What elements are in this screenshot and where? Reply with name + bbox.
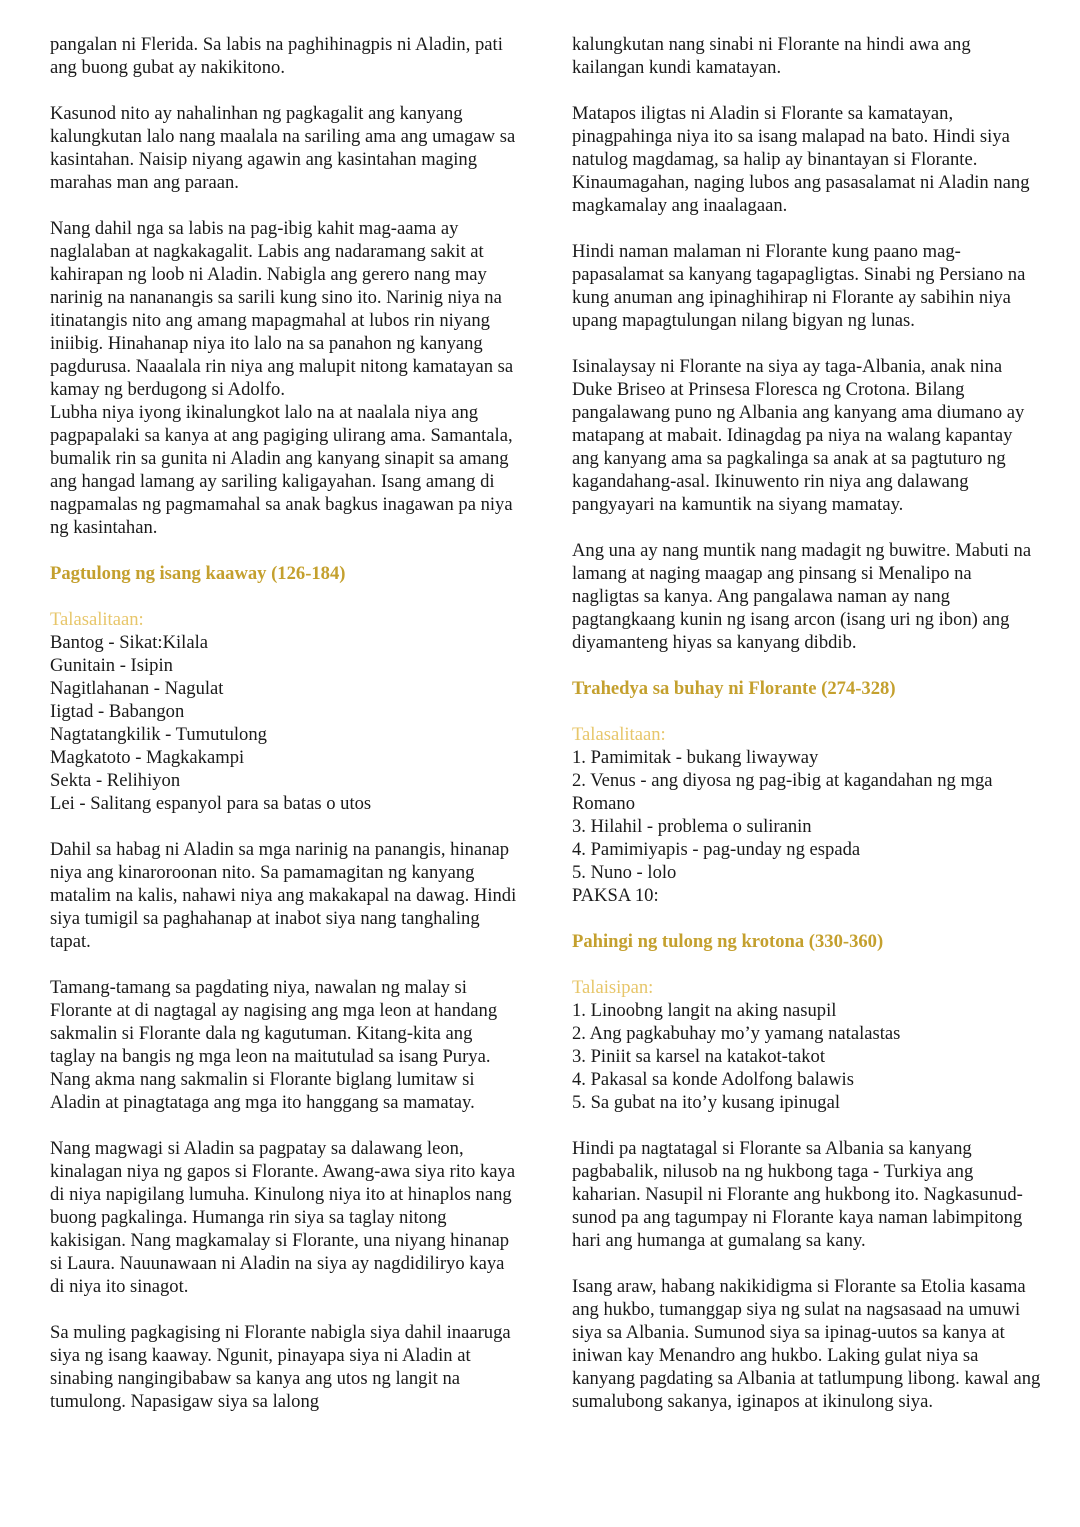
vocabulary-item: Bantog - Sikat:Kilala bbox=[50, 632, 209, 653]
paragraph: pangalan ni Flerida. Sa labis na paghihinagpis ni Aladin, pati ang buong gubat ay nakikitono. bbox=[50, 34, 503, 78]
paragraph: Hindi pa nagtatagal si Florante sa Albania sa kanyang pagbabalik, nilusob na ng hukbong taga - Turkiya ang kaharian. Nasupil ni Florante ang hukbong ito. Nagkasunud-sunod pa ang tagumpay ni Florante kaya naman labimpitong hari ang humanga at gumalang sa kany. bbox=[572, 1138, 1023, 1251]
vocabulary-item: 5. Sa gubat na ito’y kusang ipinugal bbox=[572, 1092, 841, 1113]
vocabulary-item: Lei - Salitang espanyol para sa batas o utos bbox=[50, 793, 372, 814]
paragraph: Dahil sa habag ni Aladin sa mga narinig na panangis, hinanap niya ang kinaroroonan nito. Sa pamamagitan ng kanyang matalim na kalis, nahawi niya ang makakapal na dawag. Hindi siya tumigil sa paghahanap at inabot siya nang tanghaling tapat. bbox=[50, 839, 517, 952]
vocabulary-list bbox=[572, 746, 1042, 907]
vocabulary-item: 1. Pamimitak - bukang liwayway bbox=[572, 747, 819, 768]
paragraph: kalungkutan nang sinabi ni Florante na hindi awa ang kailangan kundi kamatayan. bbox=[572, 34, 971, 78]
paragraph: Isinalaysay ni Florante na siya ay taga-Albania, anak nina Duke Briseo at Prinsesa Floresca ng Crotona. Bilang pangalawang puno ng Albania ang kanyang ama diumano ay matapang at mabait. Idinagdag pa niya na walang kapantay ang kanyang ama sa pagkalinga sa anak at sa pagtuturo ng kagandahang-asal. Ikinuwento rin niya ang dalawang pangyayari na kamuntik na siyang mamatay. bbox=[572, 356, 1025, 515]
vocabulary-list bbox=[572, 999, 1042, 1114]
vocabulary-list bbox=[50, 631, 520, 815]
paragraph: Nang magwagi si Aladin sa pagpatay sa dalawang leon, kinalagan niya ng gapos si Florante. Awang-awa siya rito kaya di niya napigilang lumuha. Kinulong niya ito at hinaplos nang buong pagkalinga. Humanga rin siya sa taglay nitong kakisigan. Nang magkamalay si Florante, una niyang hinanap si Laura. Nauunawaan ni Aladin na siya ay nagdidiliryo kaya di niya ito sinagot. bbox=[50, 1138, 516, 1297]
paragraph: Matapos iligtas ni Aladin si Florante sa kamatayan, pinagpahinga niya ito sa isang malapad na bato. Hindi siya natulog magdamag, sa halip ay binantayan si Florante. Kinaumagahan, naging lubos ang pasasalamat ni Aladin nang magkamalay ang inaalagaan. bbox=[572, 103, 1030, 216]
vocabulary-item: PAKSA 10: bbox=[572, 885, 659, 906]
vocabulary-item: 4. Pakasal sa konde Adolfong balawis bbox=[572, 1069, 854, 1090]
section-heading: Trahedya sa buhay ni Florante (274-328) bbox=[572, 678, 896, 699]
paragraph: Kasunod nito ay nahalinhan ng pagkagalit ang kanyang kalungkutan lalo nang maalala na sariling ama ang umagaw sa kasintahan. Naisip niyang agawin ang kasintahan maging marahas man ang paraan. bbox=[50, 103, 516, 193]
paragraph: Sa muling pagkagising ni Florante nabigla siya dahil inaaruga siya ng isang kaaway. Ngunit, pinayapa siya ni Aladin at sinabing nangingibabaw sa kanya ang utos ng langit na tumulong. Napasigaw siya sa lalong bbox=[50, 1322, 511, 1412]
left-column bbox=[50, 33, 520, 1413]
paragraph: Lubha niya iyong ikinalungkot lalo na at naalala niya ang pagpapalaki sa kanya at ang pagiging ulirang ama. Samantala, bumalik rin sa gunita ni Aladin ang kanyang sinapit sa amang ang hangad lamang ay sariling kaligayahan. Isang amang di nagpamalas ng pagmamahal sa anak bagkus inagawan pa niya ng kasintahan. bbox=[50, 402, 513, 538]
vocabulary-item: Nagitlahanan - Nagulat bbox=[50, 678, 224, 699]
vocabulary-label: Talasalitaan: bbox=[50, 609, 144, 630]
vocabulary-item: 5. Nuno - lolo bbox=[572, 862, 677, 883]
paragraph: Isang araw, habang nakikidigma si Florante sa Etolia kasama ang hukbo, tumanggap siya ng sulat na nagsasaad na umuwi siya sa Albania. Sumunod siya sa ipinag-uutos sa kanya at iniwan kay Menandro ang hukbo. Laking gulat niya sa kanyang pagdating sa Albania at tatlumpung libong. kawal ang sumalubong sakanya, iginapos at ikinulong siya. bbox=[572, 1276, 1041, 1412]
vocabulary-item: 2. Venus - ang diyosa ng pag-ibig at kagandahan ng mga Romano bbox=[572, 770, 993, 814]
vocabulary-item: Nagtatangkilik - Tumutulong bbox=[50, 724, 267, 745]
paragraph: Hindi naman malaman ni Florante kung paano mag-papasalamat sa kanyang tagapagligtas. Sinabi ng Persiano na kung anuman ang ipinaghihirap ni Florante ay sabihin niya upang mapagtulungan nilang bigyan ng lunas. bbox=[572, 241, 1026, 331]
vocabulary-item: Gunitain - Isipin bbox=[50, 655, 173, 676]
vocabulary-item: 3. Hilahil - problema o suliranin bbox=[572, 816, 812, 837]
right-column bbox=[572, 33, 1042, 1413]
paragraph: Ang una ay nang muntik nang madagit ng buwitre. Mabuti na lamang at naging maagap ang pinsang si Menalipo na nagligtas sa kanya. Ang pangalawa naman ay nang pagtangkaang kunin ng isang arcon (isang uri ng ibon) ang diyamanteng hiyas sa kanyang dibdib. bbox=[572, 540, 1032, 653]
vocabulary-item: Iigtad - Babangon bbox=[50, 701, 185, 722]
vocabulary-item: 2. Ang pagkabuhay mo’y yamang natalastas bbox=[572, 1023, 901, 1044]
vocabulary-label: Talaisipan: bbox=[572, 977, 654, 998]
vocabulary-item: Sekta - Relihiyon bbox=[50, 770, 181, 791]
section-heading: Pahingi ng tulong ng krotona (330-360) bbox=[572, 931, 884, 952]
vocabulary-item: 3. Piniit sa karsel na katakot-takot bbox=[572, 1046, 826, 1067]
section-heading: Pagtulong ng isang kaaway (126-184) bbox=[50, 563, 346, 584]
vocabulary-item: Magkatoto - Magkakampi bbox=[50, 747, 245, 768]
vocabulary-item: 4. Pamimiyapis - pag-unday ng espada bbox=[572, 839, 861, 860]
paragraph: Tamang-tamang sa pagdating niya, nawalan ng malay si Florante at di nagtagal ay nagising ang mga leon at handang sakmalin si Florante dala ng kagutuman. Kitang-kita ang taglay na bangis ng mga leon na maitutulad sa isang Purya. Nang akma nang sakmalin si Florante biglang lumitaw si Aladin at pinagtataga ang mga ito hanggang sa mamatay. bbox=[50, 977, 498, 1113]
vocabulary-label: Talasalitaan: bbox=[572, 724, 666, 745]
vocabulary-item: 1. Linoobng langit na aking nasupil bbox=[572, 1000, 837, 1021]
paragraph: Nang dahil nga sa labis na pag-ibig kahit mag-aama ay naglalaban at nagkakagalit. Labis ang nadaramang sakit at kahirapan ng loob ni Aladin. Nabigla ang gerero nang may narinig na nananangis sa sarili kung sino ito. Narinig niya na itinatangis nito ang amang mapagmahal at lubos rin niyang iniibig. Hinahanap niya ito lalo na sa panahon ng kanyang pagdurusa. Naaalala rin niya ang malupit nitong kamatayan sa kamay ng berdugong si Adolfo. bbox=[50, 218, 514, 400]
